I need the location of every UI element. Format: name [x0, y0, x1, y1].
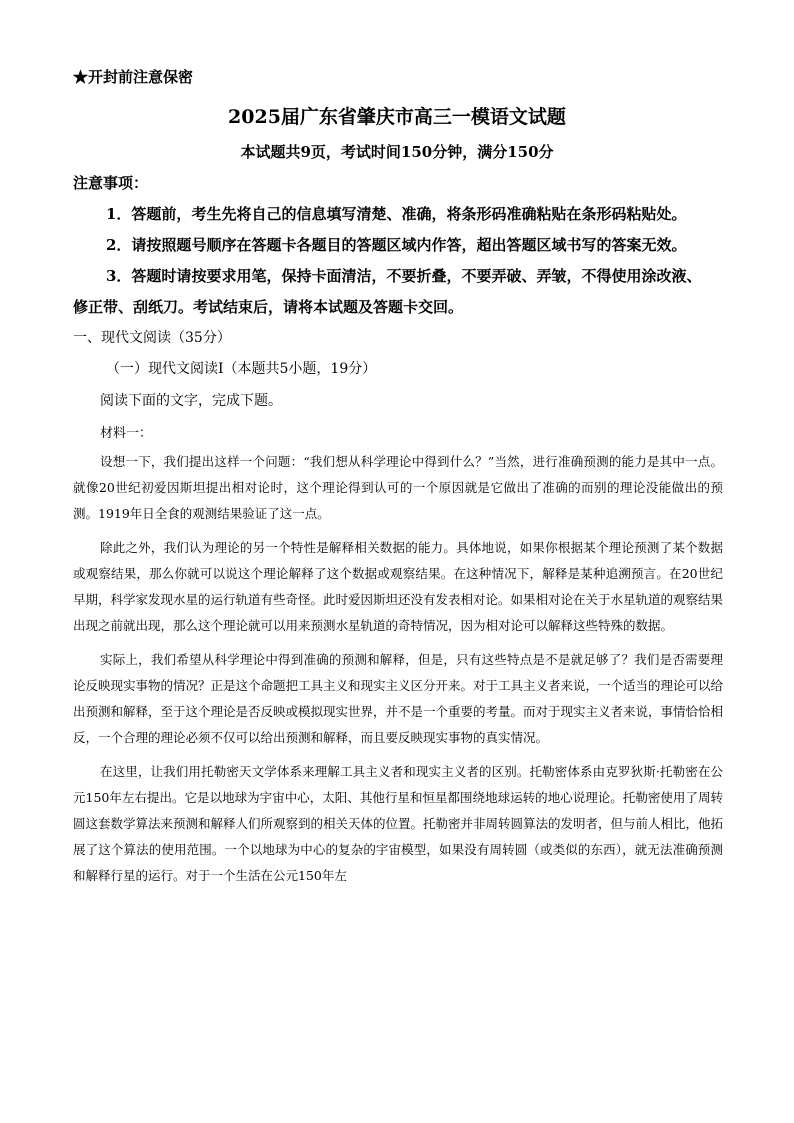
material-paragraph-3: 实际上，我们希望从科学理论中得到准确的预测和解释，但是，只有这些特点是不是就足够了？我们是否需要理论反映现实事物的情况？正是这个命题把工具主义和现实主义区分开来。对于工具主义者来说，一个适当的理论可以给出预测和解释，至于这个理论是否反映或模拟现实世界，并不是一个重要的考量。而对于现实主义者来说，事情恰恰相反，一个合理的理论必须不仅可以给出预测和解释，而且要反映现实事物的真实情况。: [73, 652, 724, 745]
material-paragraph-4: 在这里，让我们用托勒密天文学体系来理解工具主义者和现实主义者的区别。托勒密体系由克罗狄斯·托勒密在公元150年左右提出。它是以地球为宇宙中心，太阳、其他行星和恒星都围绕地球运转的地心说理论。托勒密使用了周转圆这套数学算法来预测和解释人们所观察到的相关天体的位置。托勒密并非周转圆算法的发明者，但与前人相比，他拓展了这个算法的使用范围。一个以地球为中心的复杂的宇宙模型，如果没有周转圆（或类似的东西），就无法准确预测和解释行星的运行。对于一个生活在公元150年左: [73, 764, 724, 883]
subsection-title: （一）现代文阅读Ⅰ（本题共5小题，19分）: [106, 361, 377, 377]
note-item-3: 3．答题时请按要求用笔，保持卡面清洁，不要折叠，不要弄破、弄皱，不得使用涂改液、: [106, 267, 702, 285]
note-item-1: 1．答题前，考生先将自己的信息填写清楚、准确，将条形码准确粘贴在条形码粘贴处。: [106, 205, 687, 223]
material-paragraph-1: 设想一下，我们提出这样一个问题：“我们想从科学理论中得到什么？”当然，进行准确预测的能力是其中一点。就像20世纪初爱因斯坦提出相对论时，这个理论得到认可的一个原因就是它做出了准确的而别的理论没能做出的预测。1919年日全食的观测结果验证了这一点。: [73, 454, 723, 521]
notes-heading: 注意事项：: [73, 174, 149, 192]
exam-subtitle: 本试题共9页，考试时间150分钟，满分150分: [240, 143, 554, 161]
note-item-2: 2．请按照题号顺序在答题卡各题目的答题区域内作答，超出答题区域书写的答案无效。: [106, 236, 687, 254]
note-item-3-continued: 修正带、刮纸刀。考试结束后，请将本试题及答题卡交回。: [73, 298, 464, 316]
material-body: [73, 449, 723, 889]
confidential-notice: ★开封前注意保密: [73, 68, 194, 86]
material-paragraph-2: 除此之外，我们认为理论的另一个特性是解释相关数据的能力。具体地说，如果你根据某个理论预测了某个数据或观察结果，那么你就可以说这个理论解释了这个数据或观察结果。在这种情况下，解释是某种追溯预言。在20世纪早期，科学家发现水星的运行轨道有些奇怪。此时爱因斯坦还没有发表相对论。如果相对论在关于水星轨道的观察结果出现之前就出现，那么这个理论就可以用来预测水星轨道的奇特情况，因为相对论可以解释这些特殊的数据。: [73, 540, 724, 633]
reading-instruction: 阅读下面的文字，完成下题。: [100, 393, 282, 409]
section-title: 一、现代文阅读（35分）: [73, 330, 231, 346]
page-title: 2025届广东省肇庆市高三一模语文试题: [228, 106, 566, 128]
material-label: 材料一：: [100, 426, 153, 441]
